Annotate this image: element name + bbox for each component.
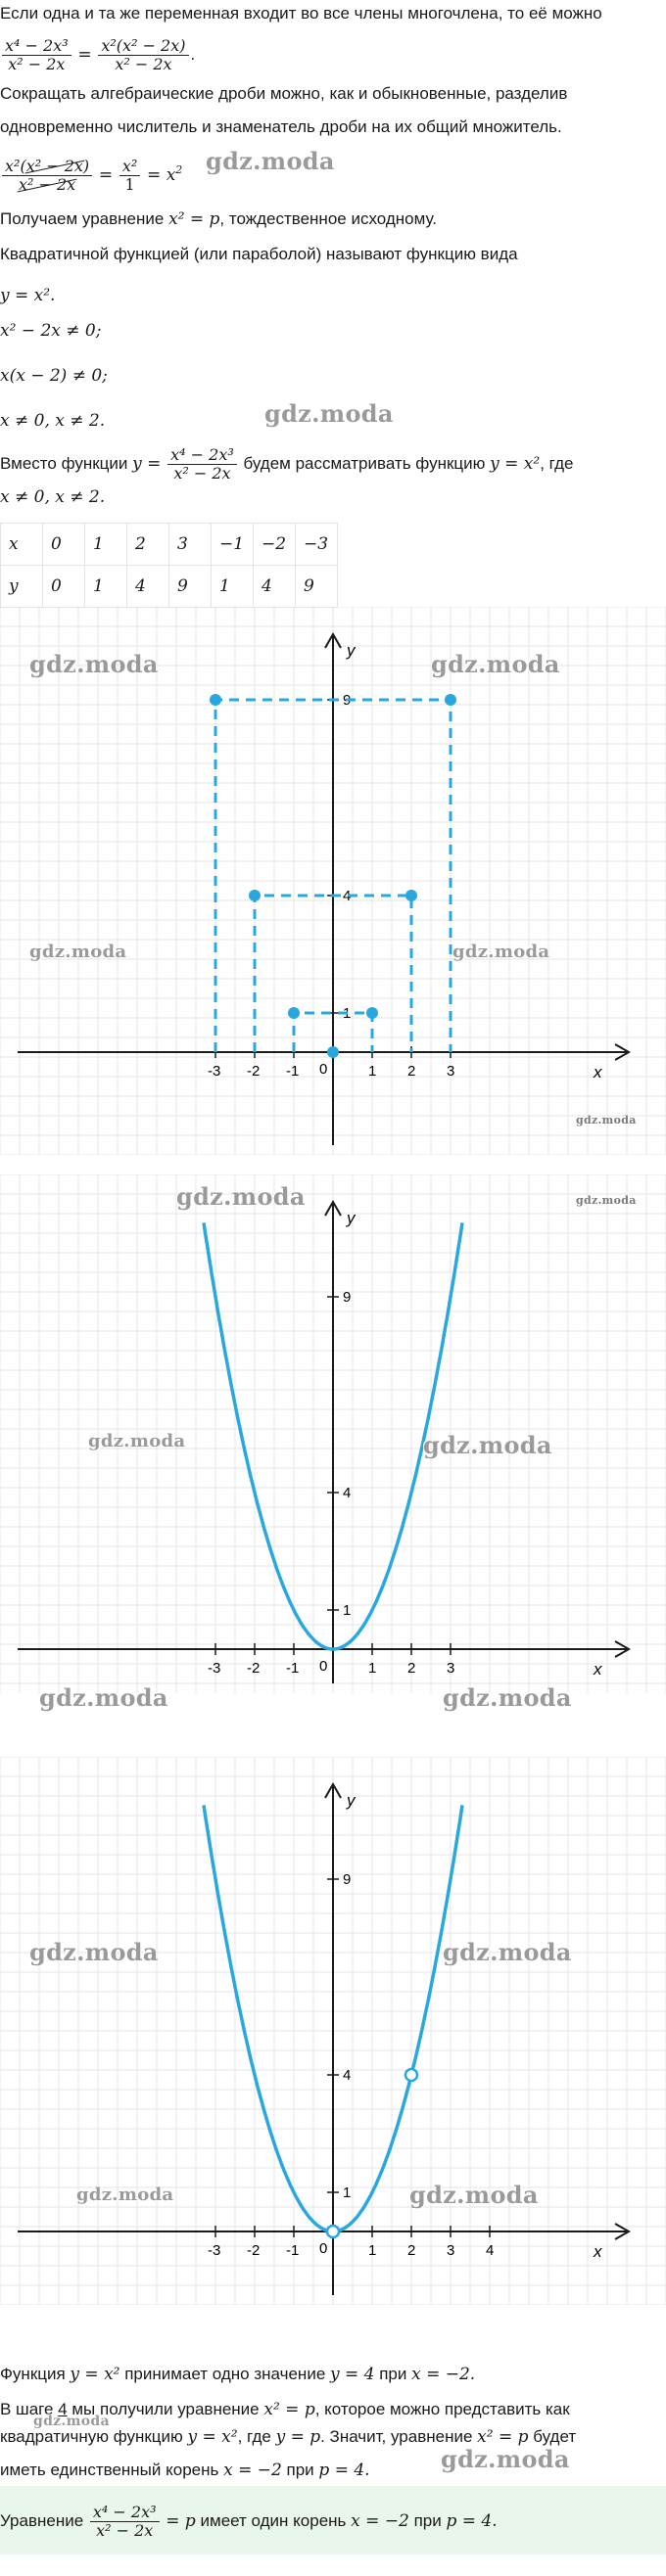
- y-tick-label: 4: [343, 2067, 352, 2084]
- watermark: gdz.moda: [452, 942, 550, 962]
- fraction-simplified: $\frac{\text{x²}}{1}$: [119, 158, 140, 195]
- data-point: [288, 1007, 300, 1019]
- graph-points-plot: [0, 607, 666, 1155]
- table-cell: −2: [254, 524, 296, 566]
- x-tick-label: 1: [368, 1063, 377, 1080]
- y-tick-label: 9: [343, 1289, 352, 1306]
- x-tick-label: 4: [486, 2242, 495, 2259]
- table-cell: 9: [169, 566, 212, 608]
- answer-text: Уравнение $\frac{\text{x⁴ − 2x³}}{\text{x² − 2x}}$ = p имеет один корень x = −2 при p = 4.: [0, 2502, 498, 2541]
- watermark: gdz.moda: [29, 942, 127, 962]
- x-tick-label: -1: [286, 1063, 300, 1080]
- x-tick-label: 2: [407, 1063, 416, 1080]
- x-tick-label: 3: [447, 1063, 455, 1080]
- table-cell: 1: [212, 566, 254, 608]
- watermark: gdz.moda: [443, 1683, 572, 1712]
- instead-line: Вместо функции y = $\frac{\text{x⁴ − 2x³}}{\text{x² − 2x}}$ будем рассматривать функцию y = x², где: [0, 444, 574, 483]
- excluded-point: [327, 2226, 339, 2237]
- condition-3: x ≠ 0, x ≠ 2.: [0, 411, 106, 431]
- x-axis-label: x: [594, 1660, 602, 1679]
- watermark: gdz.moda: [441, 2445, 570, 2473]
- table-cell: 1: [85, 524, 127, 566]
- origin-label: 0: [319, 1658, 328, 1675]
- excluded-point: [405, 2069, 417, 2081]
- watermark: gdz.moda: [431, 650, 560, 678]
- intro-line-2: Сокращать алгебраические дроби можно, как и обыкновенные, разделив: [0, 84, 568, 103]
- data-point: [210, 694, 221, 706]
- watermark: gdz.moda: [423, 1431, 552, 1459]
- table-cell: 0: [43, 524, 85, 566]
- watermark: gdz.moda: [576, 1114, 637, 1127]
- fraction-reduction: $\frac{\text{x²(x² − 2x)}}{\text{x² − 2x}}$ = $\frac{\text{x²}}{1}$ = $x^2$: [0, 141, 661, 200]
- y-axis-label: y: [347, 641, 356, 660]
- y-tick-label: 1: [343, 1602, 352, 1619]
- table-cell: 9: [296, 566, 338, 608]
- table-cell: 3: [169, 524, 212, 566]
- conclusion-line-4: иметь единственный корень x = −2 при p = 4.: [0, 2461, 370, 2480]
- x-tick-label: -2: [247, 1660, 261, 1677]
- table-cell: 2: [127, 524, 169, 566]
- y-axis-label: y: [347, 1209, 356, 1227]
- values-table: [0, 523, 338, 608]
- intro-line-1: Если одна и та же переменная входит во все члены многочлена, то её можно: [0, 4, 602, 23]
- result-line: Получаем уравнение x² = p, тождественное исходному.: [0, 209, 437, 229]
- x-tick-label: 1: [368, 1660, 377, 1677]
- condition-1: x² − 2x ≠ 0;: [0, 321, 102, 341]
- table-row-x: [1, 524, 338, 566]
- x-tick-label: -3: [208, 2242, 221, 2259]
- fraction-equation-1: $\frac{\text{x⁴ − 2x³}}{\text{x² − 2x}}$ = $\frac{\text{x²(x² − 2x)}}{\text{x² − 2x}}$ .: [0, 25, 661, 84]
- data-point: [445, 694, 456, 706]
- data-point: [405, 890, 417, 901]
- table-header-x: x: [1, 524, 43, 566]
- condition-2: x(x − 2) ≠ 0;: [0, 366, 108, 386]
- x-axis-label: x: [594, 2242, 602, 2261]
- watermark: gdz.moda: [29, 1938, 159, 1966]
- watermark: gdz.moda: [33, 2414, 110, 2429]
- x-tick-label: -2: [247, 1063, 261, 1080]
- origin-label: 0: [319, 2240, 328, 2257]
- x-tick-label: 2: [407, 2242, 416, 2259]
- watermark: gdz.moda: [443, 1938, 572, 1966]
- watermark: gdz.moda: [76, 2185, 174, 2205]
- x-tick-label: -3: [208, 1063, 221, 1080]
- data-point: [327, 1046, 339, 1058]
- watermark: gdz.moda: [39, 1683, 168, 1712]
- watermark: gdz.moda: [264, 399, 394, 428]
- conclusion-line-2: В шаге 4 мы получили уравнение x² = p, которое можно представить как: [0, 2400, 570, 2419]
- answer-fraction: $\frac{\text{x⁴ − 2x³}}{\text{x² − 2x}}$: [90, 2504, 160, 2541]
- x-axis-label: x: [594, 1063, 602, 1081]
- fraction-right: $\frac{\text{x²(x² − 2x)}}{\text{x² − 2x}}$: [98, 37, 188, 74]
- watermark: gdz.moda: [176, 1182, 306, 1211]
- table-cell: 1: [85, 566, 127, 608]
- x-tick-label: 2: [407, 1660, 416, 1677]
- y-tick-label: 4: [343, 888, 352, 904]
- table-cell: −3: [296, 524, 338, 566]
- x-tick-label: 1: [368, 2242, 377, 2259]
- x-tick-label: 3: [447, 2242, 455, 2259]
- watermark: gdz.moda: [88, 1431, 186, 1451]
- table-cell: 4: [127, 566, 169, 608]
- x-tick-label: -2: [247, 2242, 261, 2259]
- parabola-definition: Квадратичной функцией (или параболой) называют функцию вида: [0, 245, 518, 263]
- y-tick-label: 1: [343, 1005, 352, 1022]
- y-tick-label: 9: [343, 692, 352, 709]
- watermark: gdz.moda: [29, 650, 159, 678]
- y-axis-label: y: [347, 1791, 356, 1810]
- table-row-y: [1, 566, 338, 608]
- fraction-left: $\frac{\text{x⁴ − 2x³}}{\text{x² − 2x}}$: [2, 37, 71, 74]
- x-tick-label: -3: [208, 1660, 221, 1677]
- conclusion-line-3: квадратичную функцию y = x², где y = p. Значит, уравнение x² = p будет: [0, 2427, 577, 2447]
- fraction-crossed: $\frac{\text{x²(x² − 2x)}}{\text{x² − 2x}}$: [2, 158, 92, 195]
- watermark: gdz.moda: [206, 147, 335, 175]
- fraction-original: $\frac{\text{x⁴ − 2x³}}{\text{x² − 2x}}$: [167, 446, 237, 483]
- watermark: gdz.moda: [409, 2181, 539, 2209]
- data-point: [366, 1007, 378, 1019]
- x-tick-label: 3: [447, 1660, 455, 1677]
- data-point: [249, 890, 261, 901]
- y-tick-label: 9: [343, 1871, 352, 1888]
- intro-line-3: одновременно числитель и знаменатель дроби на их общий множитель.: [0, 117, 562, 136]
- table-cell: −1: [212, 524, 254, 566]
- y-tick-label: 1: [343, 2185, 352, 2201]
- origin-label: 0: [319, 1061, 328, 1078]
- answer-box: [0, 2486, 666, 2554]
- watermark: gdz.moda: [576, 1194, 637, 1207]
- instead-line-2: x ≠ 0, x ≠ 2.: [0, 487, 106, 507]
- x-tick-label: -1: [286, 2242, 300, 2259]
- y-tick-label: 4: [343, 1485, 352, 1501]
- table-cell: 0: [43, 566, 85, 608]
- graph-parabola-with-line: [0, 1757, 666, 2305]
- table-header-y: y: [1, 566, 43, 608]
- conclusion-line-1: Функция y = x² принимает одно значение y = 4 при x = −2.: [0, 2365, 476, 2384]
- table-cell: 4: [254, 566, 296, 608]
- x-tick-label: -1: [286, 1660, 300, 1677]
- formula-y-x2: y = x².: [0, 286, 56, 305]
